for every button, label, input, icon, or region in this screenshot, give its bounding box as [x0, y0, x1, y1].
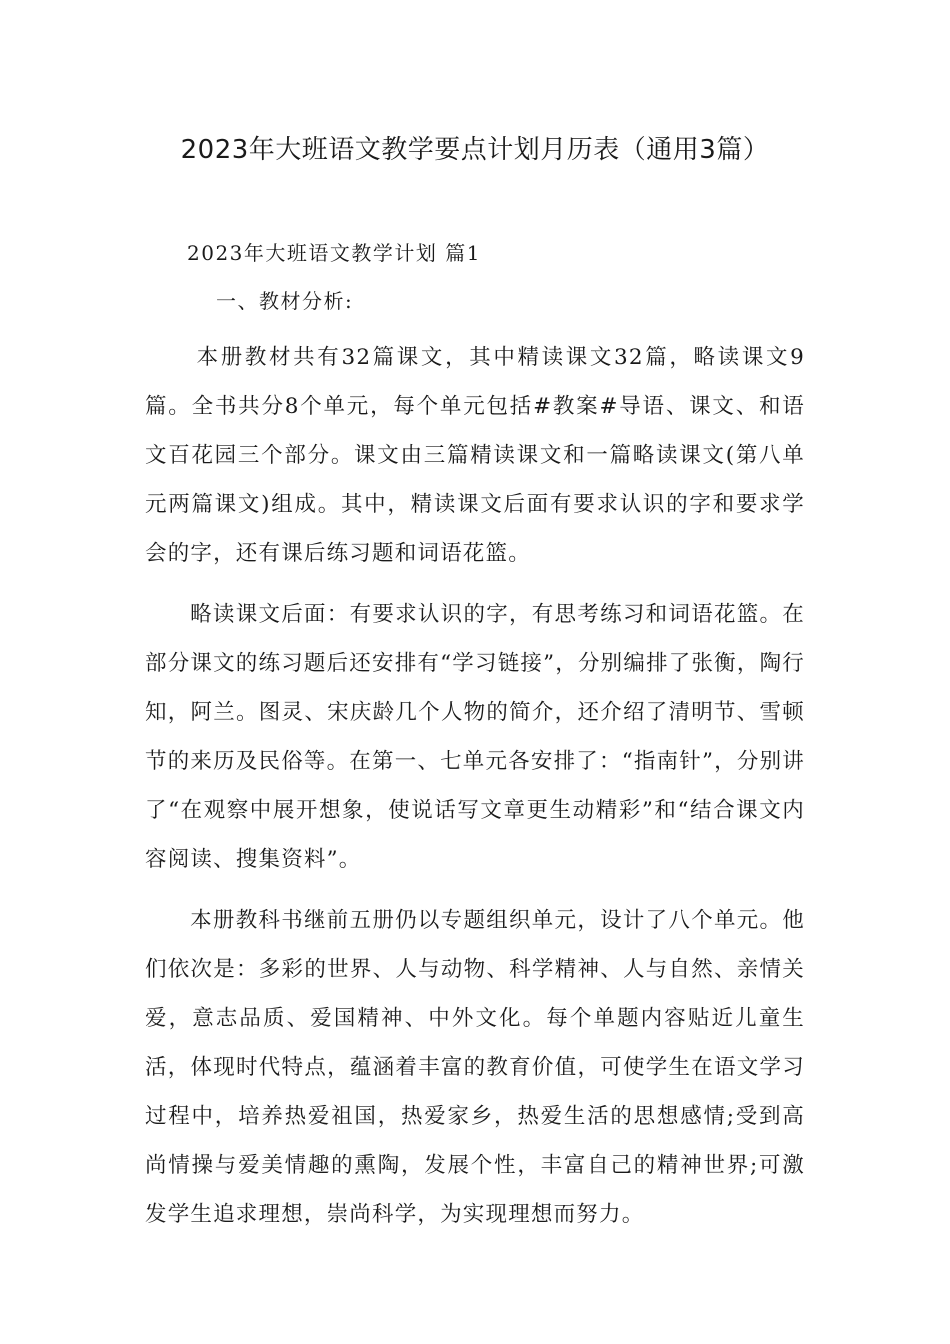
section-heading: 一、教材分析: [216, 289, 354, 313]
plan-subtitle: 2023年大班语文教学计划 篇1 [187, 241, 481, 265]
paragraph-skimming-lessons: 略读课文后面：有要求认识的字，有思考练习和词语花篮。在部分课文的练习题后还安排有“学习链接”，分别编排了张衡，陶行知，阿兰。图灵、宋庆龄几个人物的简介，还介绍了清明节、雪顿节的来历及民俗等。在第一、七单元各安排了：“指南针”，分别讲了“在观察中展开想象，使说话写文章更生动精彩”和“结合课文内容阅读、搜集资料”。 [145, 602, 805, 872]
document-title: 2023年大班语文教学要点计划月历表（通用3篇） [180, 135, 770, 165]
paragraph-materials-overview: 本册教材共有32篇课文，其中精读课文32篇，略读课文9篇。全书共分8个单元，每个单元包括#教案#导语、课文、和语文百花园三个部分。课文由三篇精读课文和一篇略读课文(第八单元两篇课文)组成。其中，精读课文后面有要求认识的字和要求学会的字，还有课后练习题和词语花篮。 [145, 345, 805, 566]
document-body [145, 333, 805, 1251]
paragraph-unit-themes: 本册教科书继前五册仍以专题组织单元，设计了八个单元。他们依次是：多彩的世界、人与动物、科学精神、人与自然、亲情关爱，意志品质、爱国精神、中外文化。每个单题内容贴近儿童生活，体现时代特点，蕴涵着丰富的教育价值，可使学生在语文学习过程中，培养热爱祖国，热爱家乡，热爱生活的思想感情;受到高尚情操与爱美情趣的熏陶，发展个性，丰富自己的精神世界;可激发学生追求理想，崇尚科学，为实现理想而努力。 [145, 908, 805, 1227]
